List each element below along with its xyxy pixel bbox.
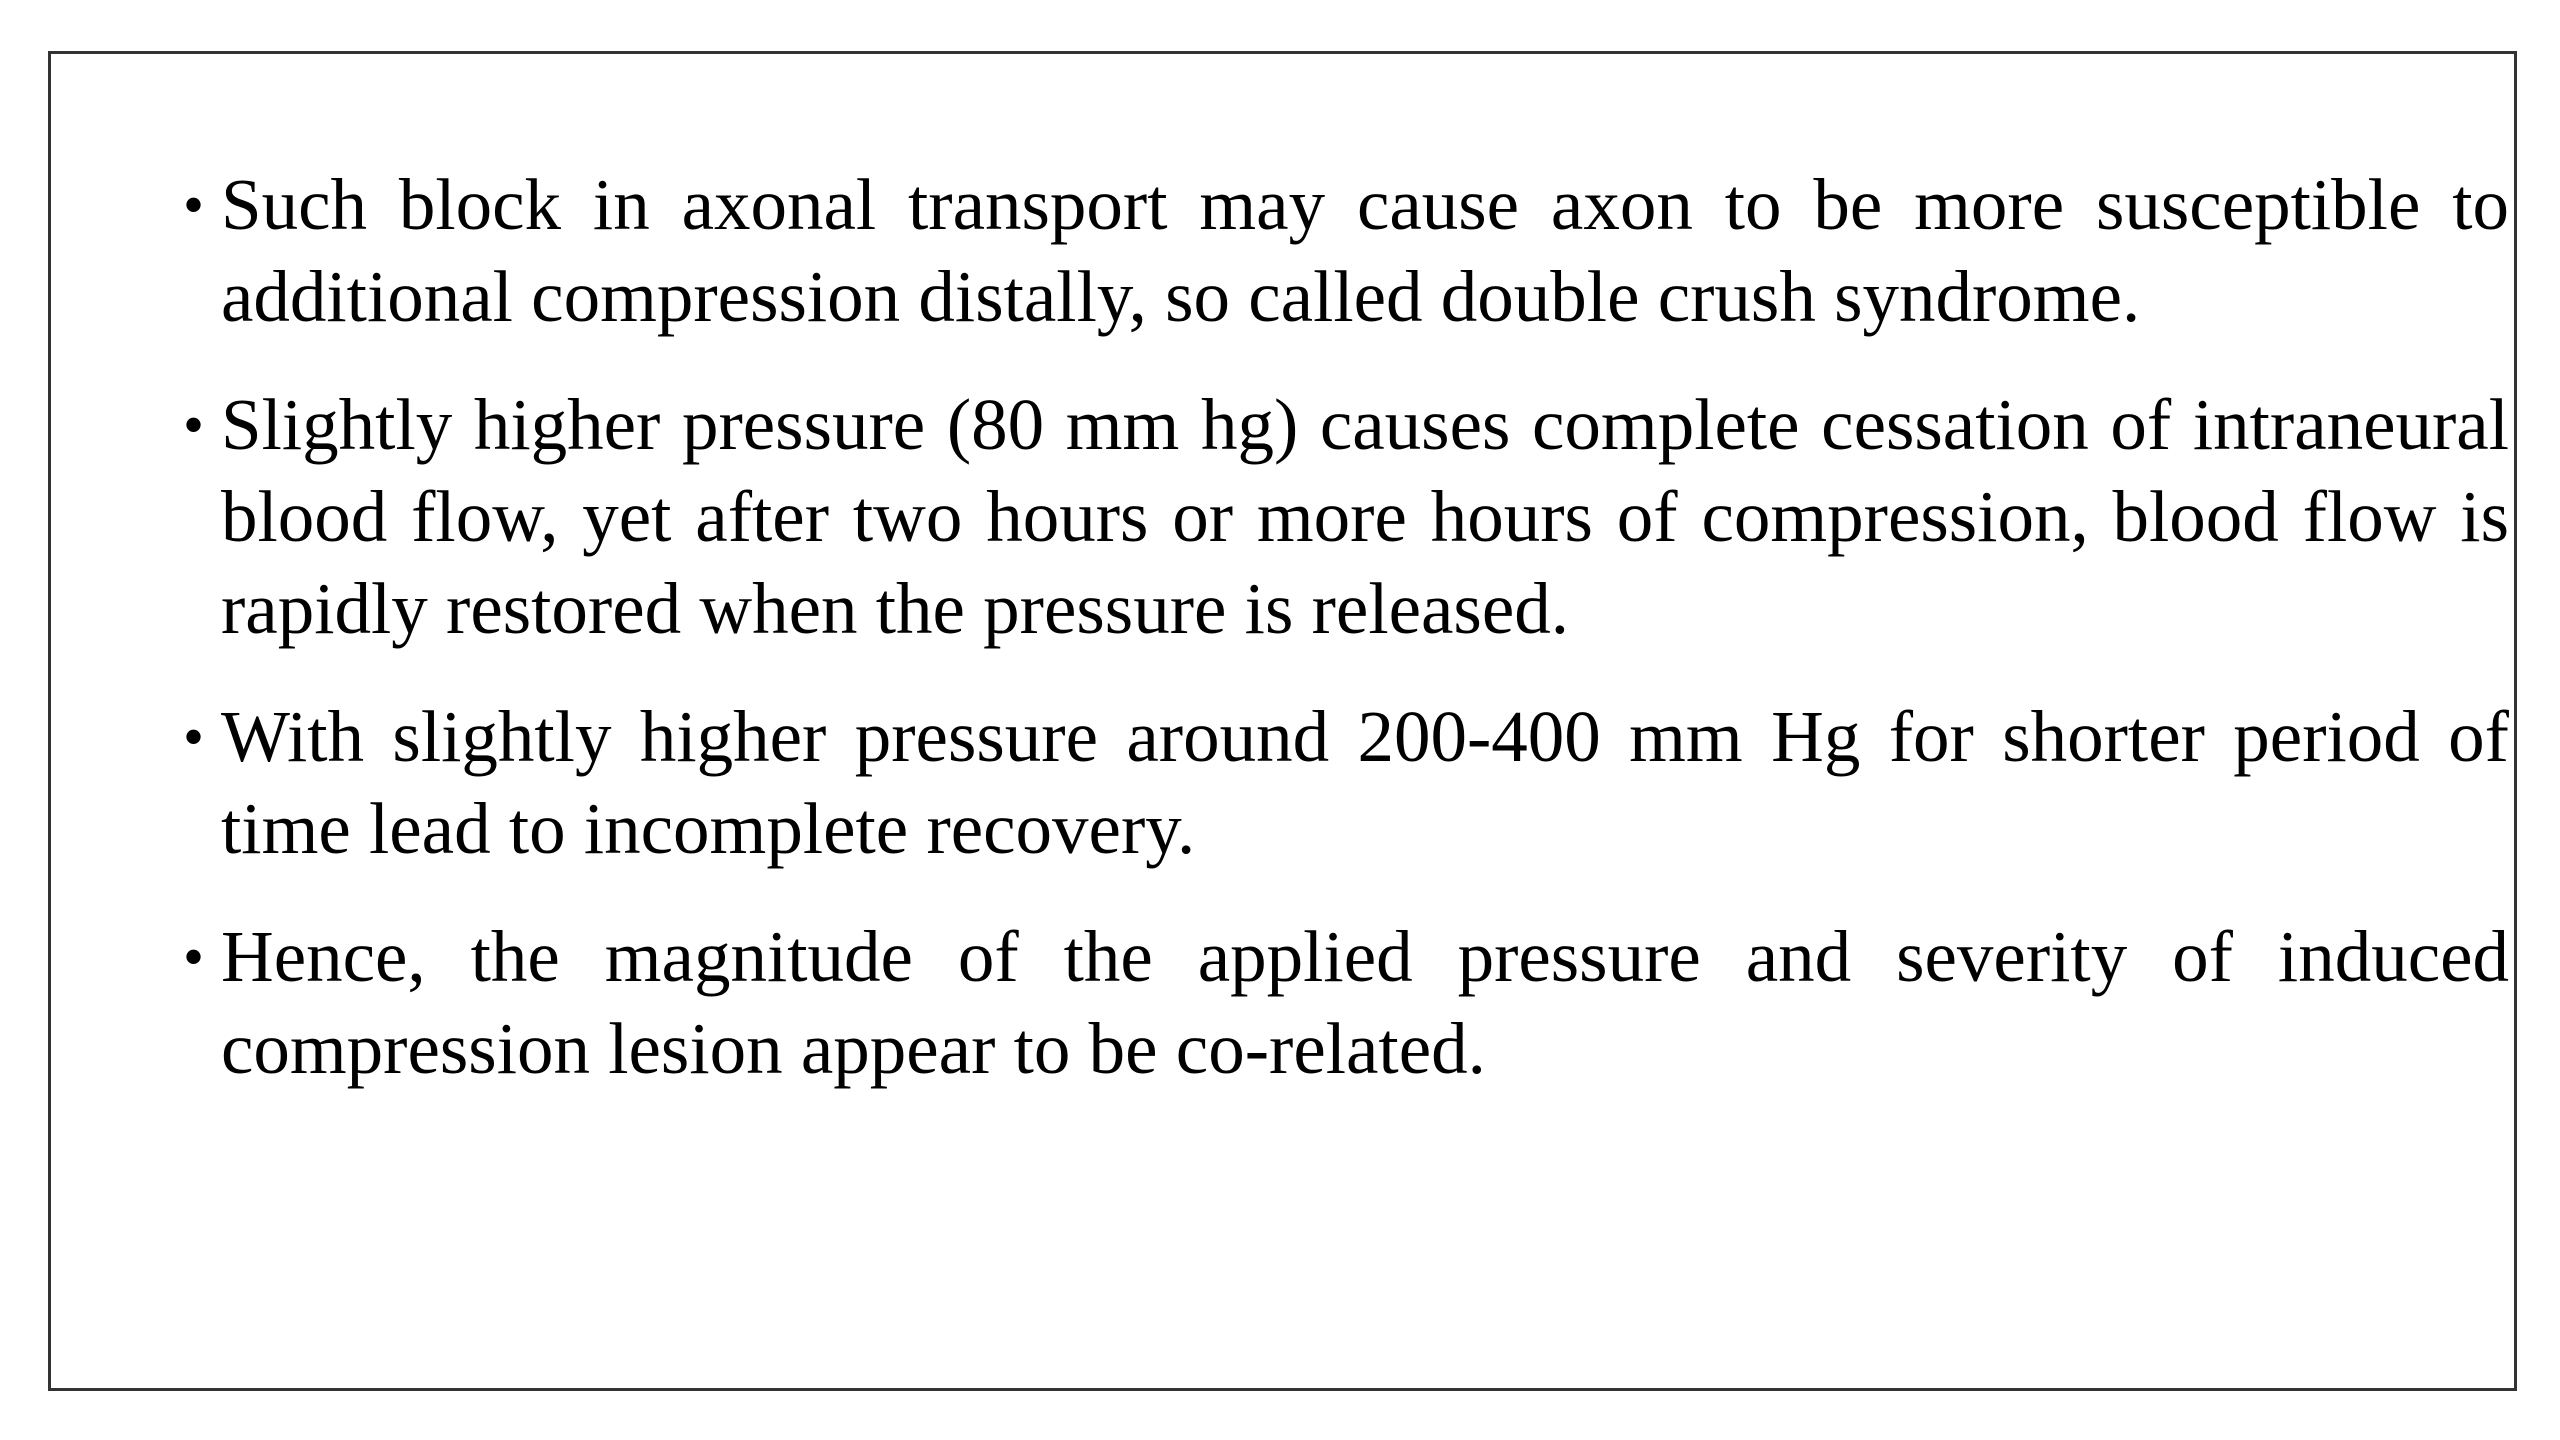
bullet-item-2 <box>169 379 2509 655</box>
bullet-item-4 <box>169 911 2509 1095</box>
bullet-list <box>169 159 2509 1131</box>
bullet-text: Such block in axonal transport may cause axon to be more susceptible to additional compression distally, so called double crush syndrome. <box>221 164 2509 337</box>
bullet-text: Slightly higher pressure (80 mm hg) causes complete cessation of intraneural blood flow, yet after two hours or more hours of compression, blood flow is rapidly restored when the pressure is released. <box>221 384 2509 649</box>
bullet-dot-icon: • <box>183 392 205 458</box>
bullet-item-1 <box>169 159 2509 343</box>
bullet-dot-icon: • <box>183 924 205 990</box>
slide-frame <box>48 51 2517 1391</box>
bullet-dot-icon: • <box>183 172 205 238</box>
bullet-item-3 <box>169 691 2509 875</box>
bullet-text: With slightly higher pressure around 200-400 mm Hg for shorter period of time lead to incomplete recovery. <box>221 696 2509 869</box>
bullet-text: Hence, the magnitude of the applied pressure and severity of induced compression lesion appear to be co-related. <box>221 916 2509 1089</box>
bullet-dot-icon: • <box>183 704 205 770</box>
